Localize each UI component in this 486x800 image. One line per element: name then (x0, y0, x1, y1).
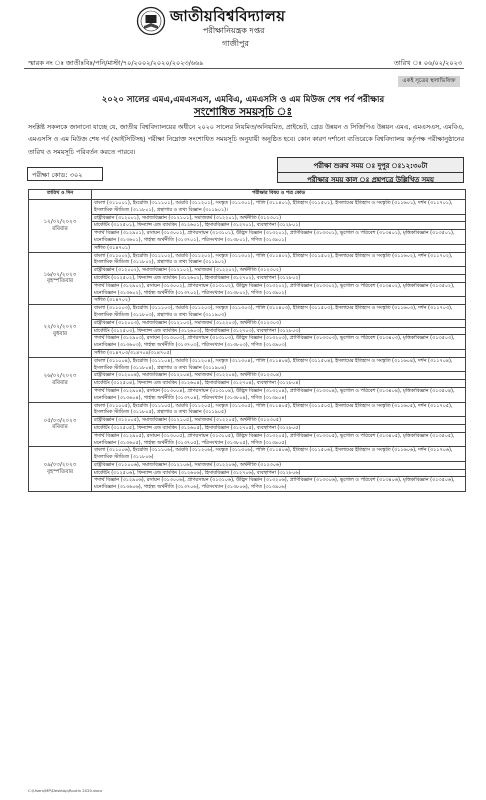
university-logo-icon (136, 6, 166, 36)
exam-day: বৃহস্পতিবার (46, 469, 74, 476)
exam-title: ২০২০ সালের এমএ,এমএসএস, এমবিএ, এমএসসি ও এম মিউজ শেষ পর্ব পরীক্ষার (101, 95, 385, 105)
office-name: পরীক্ষানিয়ন্ত্রক দপ্তর (203, 26, 265, 35)
exam-date-cell (29, 305, 92, 358)
footer-file-path: C:\Users\MP\Desktop\Routin 2020.docx (28, 788, 103, 793)
table-header-row (29, 190, 466, 200)
table-row (29, 469, 466, 477)
subject-cell: সঙ্গীত (৩১৪৭০১) (92, 244, 466, 252)
university-name: জাতীয়বিশ্ববিদ্যালয় (170, 7, 286, 25)
table-row (29, 327, 466, 335)
subject-cell: রাষ্ট্রবিজ্ঞান (৩১২০০৫), সমাজবিজ্ঞান (৩১২১০৫), সমাজকর্ম (৩১২২০৫), অর্থনীতি (৩১২৩০৫) (92, 417, 466, 425)
exam-date-cell (29, 357, 92, 402)
exam-day: বৃহস্পতিবার (46, 278, 74, 285)
table-row (29, 297, 466, 305)
exam-day: বুধবার (52, 330, 68, 337)
subject-cell: পদার্থ বিজ্ঞান (৩১২৯০২), রসায়ন (৩১৩০০২), প্রাণরসায়ন (৩১৩১০২), উদ্ভিদ বিজ্ঞান (৩১৩২০২), প্রাণিবিজ্ঞান (৩১৩৩০২), ভূগোল ও পরিবেশ (৩১৩৪০২), মৃত্তিকাবিজ্ঞান (৩১৩৫০২), মনোবিজ্ঞান (৩১৩৬০২), গার্হস্থ্য অর্থনীতি (৩১৩৭০২), পরিসংখ্যান (৩১৩৮০২), গণিত (৩১৩৯০২) (92, 282, 466, 297)
exam-date: ১৬/০২/২০২৩ (43, 271, 77, 278)
table-row (29, 222, 466, 230)
subject-cell: মার্কেটিং (৩১২৫০৪), ফিন্যান্স এন্ড ব্যাংকিং (৩১২৬০৪), হিসাববিজ্ঞান (৩১২৭০৪), ব্যবস্থাপনা (৩১২৮০৪) (92, 380, 466, 388)
exam-date: ২২/০২/২০২৩ (43, 324, 77, 331)
supersede-badge: একই সূত্রের স্থলাভিষিক্ত (398, 76, 460, 87)
table-row (29, 387, 466, 402)
exam-date: ২৬/০২/২০২৩ (43, 372, 77, 379)
subject-cell: মার্কেটিং (৩১২৫০২), ফিন্যান্স এন্ড ব্যাংকিং (৩১২৬০২), হিসাববিজ্ঞান (৩১২৭০২), ব্যবস্থাপনা (৩১২৮০২) (92, 274, 466, 282)
subject-cell: রাষ্ট্রবিজ্ঞান (৩১২০০১), সমাজবিজ্ঞান (৩১২১০১), সমাজকর্ম (৩১২২০১), অর্থনীতি (৩১২৩০১) (92, 214, 466, 222)
subject-cell: বাংলা (৩১১০০১), ইংরেজি (৩১১১০১), আরবি (৩১১২০১), সংস্কৃত (৩১১৩০১), পালি (৩১১৪০১), ইতিহাস (৩১১৫০১), ইসলামের ইতিহাস ও সংস্কৃতি (৩১১৬০১), দর্শন (৩১১৭০১), ইসলামিক স্টাডিজ (৩১১৮০১), গ্রন্থাগার ও তথ্য বিজ্ঞান (৩১১৯০১)। (92, 200, 466, 215)
table-row (29, 402, 466, 417)
subject-cell: রাষ্ট্রবিজ্ঞান (৩১২০০৪), সমাজবিজ্ঞান (৩১২১০৪), সমাজকর্ম (৩১২২০৪), অর্থনীতি (৩১২৩০৪) (92, 372, 466, 380)
table-row (29, 200, 466, 215)
subject-cell: পদার্থ বিজ্ঞান (৩১২৯০৬), রসায়ন (৩১৩০০৬), প্রাণরসায়ন (৩১৩১০৬), উদ্ভিদ বিজ্ঞান (৩১৩২০৬), প্রাণিবিজ্ঞান (৩১৩৩০৬), ভূগোল ও পরিবেশ (৩১৩৪০৬), মৃত্তিকাবিজ্ঞান (৩১৩৫০৬), মনোবিজ্ঞান (৩১৩৬০৬), গার্হস্থ্য অর্থনীতি (৩১৩৭০৬), পরিসংখ্যান (৩১৩৮০৬), গণিত (৩১৩৯০৬) (92, 477, 466, 492)
table-row (29, 335, 466, 350)
table-row (29, 447, 466, 462)
exam-date-cell (29, 447, 92, 492)
exam-time-box (277, 157, 464, 183)
subject-cell: বাংলা (৩১১০০৩), ইংরেজি (৩১১১০৩), আরবি (৩১১২০৩), সংস্কৃত (৩১১৩০৩), পালি (৩১১৪০৩), ইতিহাস (৩১১৫০৩), ইসলামের ইতিহাস ও সংস্কৃতি (৩১১৬০৩), দর্শন (৩১১৭০৩), ইসলামিক স্টাডিজ (৩১১৮০৩), গ্রন্থাগার ও তথ্য বিজ্ঞান (৩১১৯০৩) (92, 305, 466, 320)
subject-cell: রাষ্ট্রবিজ্ঞান (৩১২০০৬), সমাজবিজ্ঞান (৩১২১০৬), সমাজকর্ম (৩১২২০৬), অর্থনীতি (৩১২৩০৬) (92, 461, 466, 469)
table-row (29, 380, 466, 388)
table-row (29, 319, 466, 327)
exam-day: রবিবার (52, 379, 68, 386)
table-row (29, 282, 466, 297)
revised-schedule-title: সংশোধিত সময়সূচি ঃ (193, 106, 293, 118)
subject-cell: সঙ্গীত (৩১৪৭০২) (92, 297, 466, 305)
table-row (29, 252, 466, 267)
table-row (29, 424, 466, 432)
subject-cell: পদার্থ বিজ্ঞান (৩১২৯০১), রসায়ন (৩১৩০০১), প্রাণরসায়ন (৩১৩১০১), উদ্ভিদ বিজ্ঞান (৩১৩২০১), প্রাণিবিজ্ঞান (৩১৩৩০১), ভূগোল ও পরিবেশ (৩১৩৪০১), মৃত্তিকাবিজ্ঞান (৩১৩৫০১), মনোবিজ্ঞান (৩১৩৬০১), গার্হস্থ্য অর্থনীতি (৩১৩৭০১), পরিসংখ্যান (৩১৩৮০১), গণিত (৩১৩৯০১) (92, 230, 466, 245)
subject-cell: মার্কেটিং (৩১২৫০৫), ফিন্যান্স এন্ড ব্যাংকিং (৩১২৬০৫), হিসাববিজ্ঞান (৩১২৭০৫), ব্যবস্থাপনা (৩১২৮০৫) (92, 424, 466, 432)
column-header-date: তারিখ ও দিন (29, 190, 92, 200)
table-row (29, 372, 466, 380)
start-time: পরীক্ষা শুরুর সময় ঃ দুপুর ঃ১২:৩০টা (313, 162, 428, 170)
table-row (29, 417, 466, 425)
subject-cell: রাষ্ট্রবিজ্ঞান (৩১২০০৩), সমাজবিজ্ঞান (৩১২১০৩), সমাজকর্ম (৩১২২০৩), অর্থনীতি (৩১২৩০৩) (92, 319, 466, 327)
table-row (29, 349, 466, 357)
exam-date-cell (29, 252, 92, 305)
exam-day: রবিবার (52, 225, 68, 232)
exam-date: ০৯/০৩/২০২৩ (43, 462, 77, 469)
subject-cell: বাংলা (৩১১০০২), ইংরেজি (৩১১১০২), আরবি (৩১১২০২), সংস্কৃত (৩১১৩০২), পালি (৩১১৪০২), ইতিহাস (৩১১৫০২), ইসলামের ইতিহাস ও সংস্কৃতি (৩১১৬০২), দর্শন (৩১১৭০২), ইসলামিক স্টাডিজ (৩১১৮০২), গ্রন্থাগার ও তথ্য বিজ্ঞান (৩১১৯০২) (92, 252, 466, 267)
exam-day: রবিবার (52, 424, 68, 431)
table-row (29, 274, 466, 282)
office-location: গাজীপুর (222, 39, 249, 48)
header-divider (24, 68, 464, 69)
table-row (29, 244, 466, 252)
issue-date: তারিখ ঃ ০৬/০২/২০২৩ (394, 59, 463, 67)
exam-code: পরীক্ষা কোড: ৩০২ (27, 167, 103, 181)
table-row (29, 214, 466, 222)
subject-cell: সঙ্গীত (৩১৪৭০৩/৩১৪৭০৪/৩১৪৭০৫) (92, 349, 466, 357)
exam-date-cell (29, 200, 92, 253)
subject-cell: বাংলা (৩১১০০৫), ইংরেজি (৩১১১০৫), আরবি (৩১১২০৫), সংস্কৃত (৩১১৩০৫), পালি (৩১১৪০৫), ইতিহাস (৩১১৫০৫), ইসলামের ইতিহাস ও সংস্কৃতি (৩১১৬০৫), দর্শন (৩১১৭০৫), ইসলামিক স্টাডিজ (৩১১৮০৫), গ্রন্থাগার ও তথ্য বিজ্ঞান (৩১১৯০৫) (92, 402, 466, 417)
schedule-body (29, 200, 466, 492)
table-row (29, 357, 466, 372)
table-row (29, 477, 466, 492)
subject-cell: মার্কেটিং (৩১২৫০১), ফিন্যান্স এন্ড ব্যাংকিং (৩১২৬০১), হিসাববিজ্ঞান (৩১২৭০১), ব্যবস্থাপনা (৩১২৮০১) (92, 222, 466, 230)
subject-cell: পদার্থ বিজ্ঞান (৩১২৯০৩), রসায়ন (৩১৩০০৩), প্রাণরসায়ন (৩১৩১০৩), উদ্ভিদ বিজ্ঞান (৩১৩২০৩), প্রাণিবিজ্ঞান (৩১৩৩০৩), ভূগোল ও পরিবেশ (৩১৩৪০৩), মৃত্তিকাবিজ্ঞান (৩১৩৫০৩), মনোবিজ্ঞান (৩১৩৬০৩), গার্হস্থ্য অর্থনীতি (৩১৩৭০৩), পরিসংখ্যান (৩১৩৮০৩), গণিত (৩১৩৯০৩) (92, 335, 466, 350)
subject-cell: বাংলা (৩১১০০৪), ইংরেজি (৩১১১০৪), আরবি (৩১১২০৪), সংস্কৃত (৩১১৩০৪), পালি (৩১১৪০৪), ইতিহাস (৩১১৫০৪), ইসলামের ইতিহাস ও সংস্কৃতি (৩১১৬০৪), দর্শন (৩১১৭০৪), ইসলামিক স্টাডিজ (৩১১৮০৪), গ্রন্থাগার ও তথ্য বিজ্ঞান (৩১১৯০৪) (92, 357, 466, 372)
table-row (29, 432, 466, 447)
subject-cell: পদার্থ বিজ্ঞান (৩১২৯০৪), রসায়ন (৩১৩০০৪), প্রাণরসায়ন (৩১৩১০৪), উদ্ভিদ বিজ্ঞান (৩১৩২০৪), প্রাণিবিজ্ঞান (৩১৩৩০৪), ভূগোল ও পরিবেশ (৩১৩৪০৪), মৃত্তিকাবিজ্ঞান (৩১৩৫০৪), মনোবিজ্ঞান (৩১৩৬০৪), গার্হস্থ্য অর্থনীতি (৩১৩৭০৪), পরিসংখ্যান (৩১৩৮০৪), গণিত (৩১৩৯০৪) (92, 387, 466, 402)
table-row (29, 305, 466, 320)
table-row (29, 461, 466, 469)
duration: পরীক্ষার সময় কাল ঃ প্রশ্নপত্রে উল্লিখিত সময় (278, 172, 463, 186)
notice-paragraph: সংশ্লিষ্ট সকলকে জানানো যাচ্ছে যে, জাতীয় বিশ্ববিদ্যালয়ের অধীনে ২০২০ সালের নিয়মিত/অনিয়মিত, প্রাইভেট, গ্রেড উন্নয়ন ও সিজিপিএ উন্নয়ন এমএ, এমএসএস, এমবিএ, এমএসসি ও এম মিউজ শেষ পর্ব (আইসিটিসহ) পরীক্ষা নিম্নোক্ত সংশোধিত সময়সূচি অনুযায়ী অনুষ্ঠিত হবে। কোন কারণ দর্শানো ব্যতিরেকে বিশ্ববিদ্যালয় কর্তৃপক্ষ পরীক্ষানুষ্ঠানের তারিখ ও সময়সূচি পরিবর্তন করতে পারবে। (28, 123, 464, 156)
exam-date: ০৫/০৩/২০২৩ (43, 417, 77, 424)
subject-cell: মার্কেটিং (৩১২৫০৩), ফিন্যান্স এন্ড ব্যাংকিং (৩১২৬০৩), হিসাববিজ্ঞান (৩১২৭০৩), ব্যবস্থাপনা (৩১২৮০৩) (92, 327, 466, 335)
subject-cell: রাষ্ট্রবিজ্ঞান (৩১২০০২), সমাজবিজ্ঞান (৩১২১০২), সমাজকর্ম (৩১২২০২), অর্থনীতি (৩১২৩০২) (92, 267, 466, 275)
table-row (29, 267, 466, 275)
subject-cell: মার্কেটিং (৩১২৫০৬), ফিন্যান্স এন্ড ব্যাংকিং (৩১২৬০৬), হিসাববিজ্ঞান (৩১২৭০৬), ব্যবস্থাপনা (৩১২৮০৬) (92, 469, 466, 477)
table-row (29, 230, 466, 245)
subject-cell: পদার্থ বিজ্ঞান (৩১২৯০৫), রসায়ন (৩১৩০০৫), প্রাণরসায়ন (৩১৩১০৫), উদ্ভিদ বিজ্ঞান (৩১৩২০৫), প্রাণিবিজ্ঞান (৩১৩৩০৫), ভূগোল ও পরিবেশ (৩১৩৪০৫), মৃত্তিকাবিজ্ঞান (৩১৩৫০৫), মনোবিজ্ঞান (৩১৩৬০৫), গার্হস্থ্য অর্থনীতি (৩১৩৭০৫), পরিসংখ্যান (৩১৩৮০৫), গণিত (৩১৩৯০৫) (92, 432, 466, 447)
column-header-subject: পরীক্ষার বিষয় ও পত্র কোড (92, 190, 466, 200)
exam-date-cell (29, 402, 92, 447)
subject-cell: বাংলা (৩১১০০৬), ইংরেজি (৩১১১০৬), আরবি (৩১১২০৬), সংস্কৃত (৩১১৩০৬), পালি (৩১১৪০৬), ইতিহাস (৩১১৫০৬), ইসলামের ইতিহাস ও সংস্কৃতি (৩১১৬০৬), দর্শন (৩১১৭০৬), ইসলামিক স্টাডিজ (৩১১৮০৬) (92, 447, 466, 462)
reference-number: স্মারক নং ঃ জাতীঃবিঃ/পনি/মাস্টা/৭০/২০০২/২০২০/২০২৩/৬৬৯ (28, 59, 204, 67)
schedule-table (28, 189, 466, 492)
exam-date: ১২/০২/২০২৩ (43, 218, 77, 225)
